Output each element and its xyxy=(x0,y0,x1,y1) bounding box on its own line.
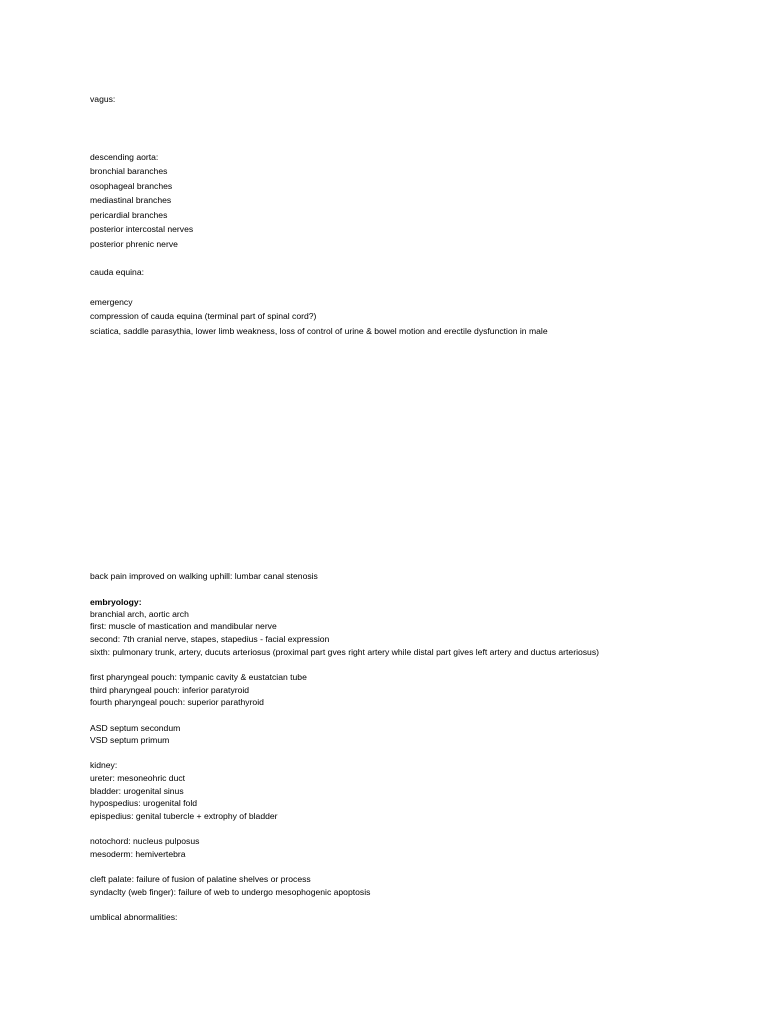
text-line: umblical abnormalities: xyxy=(90,912,178,922)
text-line: compression of cauda equina (terminal part of spinal cord?) xyxy=(90,311,317,321)
text-line: VSD septum primum xyxy=(90,735,170,745)
section-heading: embryology: xyxy=(90,597,142,607)
text-line: second: 7th cranial nerve, stapes, stapedius - facial expression xyxy=(90,634,330,644)
text-line: kidney: xyxy=(90,760,118,770)
text-line: cleft palate: failure of fusion of palatine shelves or process xyxy=(90,874,311,884)
text-line: ureter: mesoneohric duct xyxy=(90,773,186,783)
text-line: branchial arch, aortic arch xyxy=(90,609,189,619)
text-line: mediastinal branches xyxy=(90,195,172,205)
text-line: mesoderm: hemivertebra xyxy=(90,849,186,859)
text-line: pericardial branches xyxy=(90,210,168,220)
text-line: sciatica, saddle parasythia, lower limb weakness, loss of control of urine & bowel motion and erectile dysfunction in male xyxy=(90,326,548,336)
text-line: posterior phrenic nerve xyxy=(90,239,178,249)
text-line: sixth: pulmonary trunk, artery, ducuts arteriosus (proximal part gves right artery while distal part gives left artery and ductus arteriosus) xyxy=(90,647,599,657)
text-line: descending aorta: xyxy=(90,152,159,162)
text-line: ASD septum secondum xyxy=(90,723,181,733)
text-line: emergency xyxy=(90,297,133,307)
text-line: bladder: urogenital sinus xyxy=(90,786,184,796)
text-line: first: muscle of mastication and mandibular nerve xyxy=(90,621,277,631)
text-line: bronchial baranches xyxy=(90,166,168,176)
text-line: hypospedius: urogenital fold xyxy=(90,798,198,808)
text-line: fourth pharyngeal pouch: superior parathyroid xyxy=(90,697,264,707)
text-line: third pharyngeal pouch: inferior paratyroid xyxy=(90,685,250,695)
text-line: back pain improved on walking uphill: lumbar canal stenosis xyxy=(90,571,318,581)
text-line: syndaclty (web finger): failure of web to undergo mesophogenic apoptosis xyxy=(90,887,371,897)
text-line: cauda equina: xyxy=(90,267,144,277)
text-line: osophageal branches xyxy=(90,181,173,191)
text-line: vagus: xyxy=(90,94,116,104)
text-line: notochord: nucleus pulposus xyxy=(90,836,200,846)
text-line: first pharyngeal pouch: tympanic cavity & eustatcian tube xyxy=(90,672,307,682)
text-line: epispedius: genital tubercle + extrophy of bladder xyxy=(90,811,278,821)
text-line: posterior intercostal nerves xyxy=(90,224,194,234)
